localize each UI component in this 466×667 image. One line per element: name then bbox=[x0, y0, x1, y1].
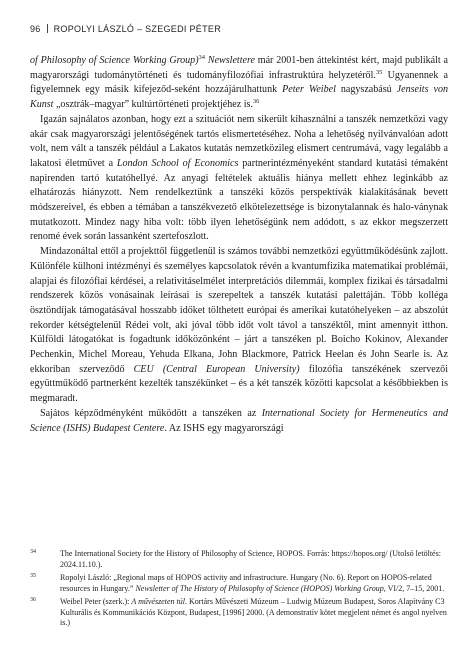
footnote bbox=[30, 549, 448, 571]
text-run: Ropolyi László: „Regional maps of HOPOS activity and infrastructure. Hungary (No. 6). Report on HOPOS-related resources in Hungary.” bbox=[60, 572, 432, 593]
paragraph bbox=[30, 407, 448, 436]
italic-text: CEU (Central European University) bbox=[133, 363, 300, 375]
footnote bbox=[30, 597, 448, 630]
italic-text: Newsletter of The History of Philosophy of Science (HOPOS) Working Group bbox=[135, 583, 384, 593]
footnote-ref[interactable]: 34 bbox=[198, 54, 206, 61]
italic-text: International Society for Hermeneutics and Science (ISHS) Budapest Centere bbox=[30, 407, 448, 434]
italic-text: Peter Weibel bbox=[282, 84, 336, 96]
text-run: Igazán sajnálatos azonban, hogy ezt a szituációt nem sikerült kihasználni a tanszék nemzetközi vagy akár csak magyarországi jelentőségének tartós elismertetéséhez. Noha a lehetőség nyilvánvalóan adott volt, nem vált a tanszék például a Lakatos kutatás nemzetközileg elismert centrumává, vagy legalább a lakatosi életművet a bbox=[30, 113, 448, 169]
page-number: 96 bbox=[30, 24, 41, 34]
paragraph bbox=[30, 54, 448, 113]
text-run: Sajátos képződményként működött a tanszéken az bbox=[40, 407, 262, 419]
text-run: már 2001-ben áttekintést kért, majd publikált a magyarországi tudománytörténeti és tudományfilozófiai infrastruktúra helyzetéről. bbox=[30, 55, 448, 81]
italic-text: Newslettere bbox=[207, 55, 255, 66]
running-header bbox=[30, 24, 440, 38]
italic-text: A művészeten túl bbox=[131, 596, 185, 606]
footnote-text bbox=[60, 573, 448, 595]
header-divider bbox=[47, 24, 48, 33]
italic-text: Jenseits von Kunst bbox=[30, 84, 448, 111]
footnote-number: 35 bbox=[30, 572, 36, 579]
running-title: ROPOLYI LÁSZLÓ – SZEGEDI PÉTER bbox=[53, 24, 222, 34]
text-run: . Kortárs Művészeti Múzeum – Ludwig Múzeum Budapest, Soros Alapítvány C3 Kulturális és Kommunikációs Központ, Budapest, [1996] 2000. (A demonstratív kötet megjelent német és angol nyelven is.) bbox=[60, 596, 447, 628]
text-run: . Az ISHS egy magyarországi bbox=[164, 422, 284, 434]
text-run: Weibel Peter (szerk.): bbox=[60, 596, 132, 606]
text-run: , VI/2, 7–15, 2001. bbox=[383, 583, 445, 593]
footnote bbox=[30, 573, 448, 595]
footnote-number: 36 bbox=[30, 596, 36, 603]
italic-text: of Philosophy of Science Working Group) bbox=[30, 55, 199, 66]
footnote-number: 34 bbox=[30, 549, 36, 555]
footnote-ref[interactable]: 35 bbox=[375, 68, 383, 76]
footnotes bbox=[30, 549, 448, 631]
text-run: nagyszabású bbox=[335, 84, 397, 96]
text-run: Ugyanennek a figyelemnek egy másik kifejeződ-seként hozzájárulhattunk bbox=[30, 69, 448, 96]
italic-text: London School of Economics bbox=[116, 157, 239, 169]
footnote-text bbox=[60, 597, 448, 630]
text-run: „osztrák–magyar” kultúrtörténeti projektjéhez is. bbox=[53, 99, 253, 111]
text-run: filozófia tanszékének szervezői együttműködő partnerként kezelték tanszékünket – és a két tanszék közötti kapcsolat a későbbiekben is megmaradt. bbox=[30, 363, 449, 405]
text-run: The International Society for the History of Philosophy of Science, HOPOS. Forrás: https://hopos.org/ (Utolsó letöltés: 2024.11.10.). bbox=[60, 549, 441, 569]
paragraph bbox=[30, 245, 448, 407]
main-text bbox=[30, 54, 448, 436]
footnote-ref[interactable]: 36 bbox=[252, 98, 260, 106]
text-run: Mindazonáltal ettől a projekttől függetlenül is számos további nemzetközi együttműködésünk zajlott. Különféle külhoni intézményi és személyes kapcsolatok révén a kvantumfizika matematikai problémái, alapjai és filozófiai kérdései, a relativitáselmélet interpretációs dilemmái, komplex fizikai és társadalmi rendszerek közös vonásainak leírásai is szerepeltek a tanszék kutatási palettáján. Több kolléga ösztöndíjak támogatásával hosszabb időket tölthetett európai és amerikai kutatóhelyeken – az abszolút rekorder kétségtelenül Rédei volt, aki jóval több időt volt távol a tanszéktől, mint amennyit itthon. Külföldi látogatókat is fogadtunk időközönként – járt a tanszéken pl. Boicho Kokinov, Alexander Pechenkin, Michel Moreau, Yehuda Elkana, John Blackmore, Patrick Heelan és John Searle is. Az ekkoriban szerveződő bbox=[30, 246, 448, 375]
text-run: partnerintézményeként standard kutatási témaként napirenden tartó kutatóhellyé. Az anyagi feltételek aktuális hiánya mellett ehhez leginkább az elhatározás hiányzott. Nem rendelkeztünk a tanszéki közös perspektívák kialakításának bevett módszereivel, és ebben a témában a tanszékvezető elkötelezettsége is bizonytalannak és halo-ványnak mutatkozott. Mindez nagy hiba volt: több ilyen lehetőségünk nem adódott, s az ekkor megszerzett renomé évek során lassanként szertefoszlott. bbox=[30, 157, 448, 243]
footnote-text bbox=[60, 549, 448, 571]
paragraph bbox=[30, 113, 448, 245]
